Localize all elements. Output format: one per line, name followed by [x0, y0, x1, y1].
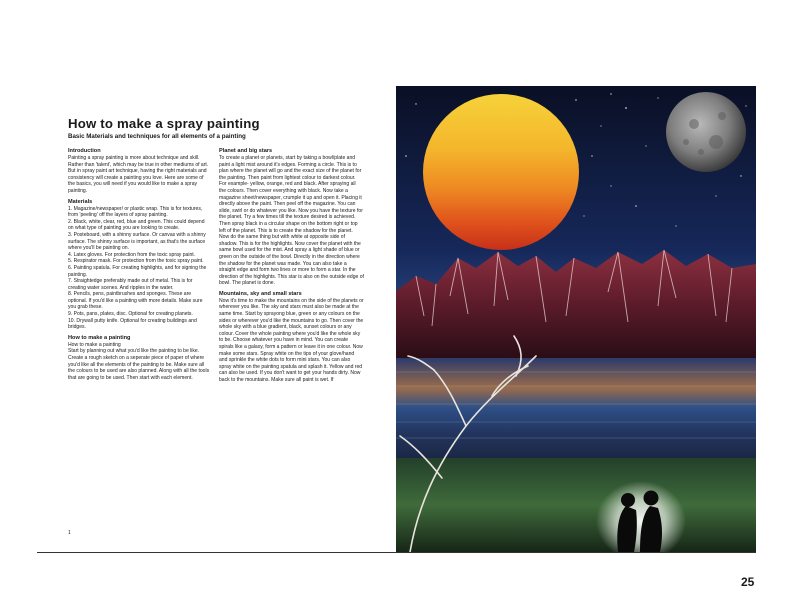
- section-heading: Mountains, sky and small stars: [219, 290, 302, 297]
- section-heading: How to make a painting: [68, 334, 131, 341]
- section-heading: Materials: [68, 198, 93, 205]
- section-heading: Introduction: [68, 148, 101, 154]
- spray-painting-image: [396, 86, 756, 552]
- footer-divider: [37, 552, 756, 553]
- page-subtitle: Basic Materials and techniques for all elements of a painting: [68, 133, 246, 140]
- section-body: To create a planet or planets, start by taking a bowl/plate and paint a light mist around it's edges. Forming a circle. This is to plan where the planet will go and the exact size of the planet for the painting. Then paint from lightest colour to darkest colour. For example- yellow, orange, red and black. After spraying all the colours. Then cover everything with black. Now take a magazine sheet/newspaper, crumple it up and open it. Placing it directly above the paint. Then peel off the magazine. You can slide, swirl or do whatever you like. Now you have the texture for the planet. Try a few times till the texture desired is achieved. Then spray black in a circular shape on the bottom right or top left of the planet. This is to create the shadow for the planet. Now do the same thing but with white at opposite side of shadow. This is for the highlights. Now cover the planet with the same bowl used for the mist. And spray a light shade of blue or green on the outside of the bowl. Directly in the direction where the shadow for the planet was made. You can also take a straight edge and form two lines or more to form a star. In the direction of the highlights. This star is also on the outside edge of bowl. The planet is done.: [219, 155, 364, 287]
- text-column-left: [68, 148, 211, 381]
- section-body: Now it's time to make the mountains on the side of the planets or wherever you like. The sky and stars must also be made at the same time. Start by sprayong blue, green or any colours on the sides or wherever you'd like the mountains to go. Then cover the whole sky with a blue gradient, black, sunset colours or any colour. Cover the whole painting where you'd like the whole sky to be. Choose whatever you have in mind. You can create spirals like a galaxy, form a pattern or leave it in one colour. Now make some stars. Spray white on the tips of your glove/hand and sprinkle the white dots to form mini stars. You can also spray white on the painting spatula and splash it. Yellow and red can also be used. If you don't want to get your hands dirty. Now back to the mountains. Make sure all paint is wet. If: [219, 297, 364, 383]
- page-number: 25: [741, 575, 755, 589]
- section-body: 1. Magazine/newspaper/ or plastic wrap. This is for textures, from 'peeling' off the layers of spray painting. 2. Black, white, clear, red, blue and green. This could depend on what type of painting you are looking to create. 3. Posteboard, with a shinny surface. Or canvas with a shinny surface. The shinny surface is important, as that's the surface where you'll be painting on. 4. Latex gloves. For protection from the toxic spray paint. 5. Respirator mask. For protection from the toxic spray paint. 6. Painting spatula. For creating highlights, and for signing the painting. 7. Straightedge preferably made out of metal. This is for creating water scenes. And ripples in the water. 8. Pencils, pens, paintbrushes and sponges. These are optional. If you'd like a painting with more details. Make sure you grab these. 9. Pots, pans, plates, disc. Optional for creating planets. 10. Drywall putty knife. Optional for creating buildings and bridges.: [68, 205, 207, 331]
- section-heading: Planet and big stars: [219, 148, 273, 154]
- text-column-right: [219, 148, 364, 384]
- page-title: How to make a spray painting: [68, 116, 260, 131]
- section-body: How to make a painting Start by planning out what you'd like the painting to be like. Create a rough sketch on a seperate piece of paper of where you'd like all the elements of the painting to be. Make sure all the colours to be used are also planned. Along with all the tools that are going to be used. Then start with each element.: [68, 341, 210, 381]
- small-page-number: 1: [68, 530, 71, 536]
- section-body: Painting a spray painting is more about technique and skill. Rather than 'talent', which may be true in other mediums of art. But in spray paint art technique, having the right materials and consistency will create a painting you love. Here are some of the basics, you will need if you would like to make a spray painting.: [68, 155, 209, 194]
